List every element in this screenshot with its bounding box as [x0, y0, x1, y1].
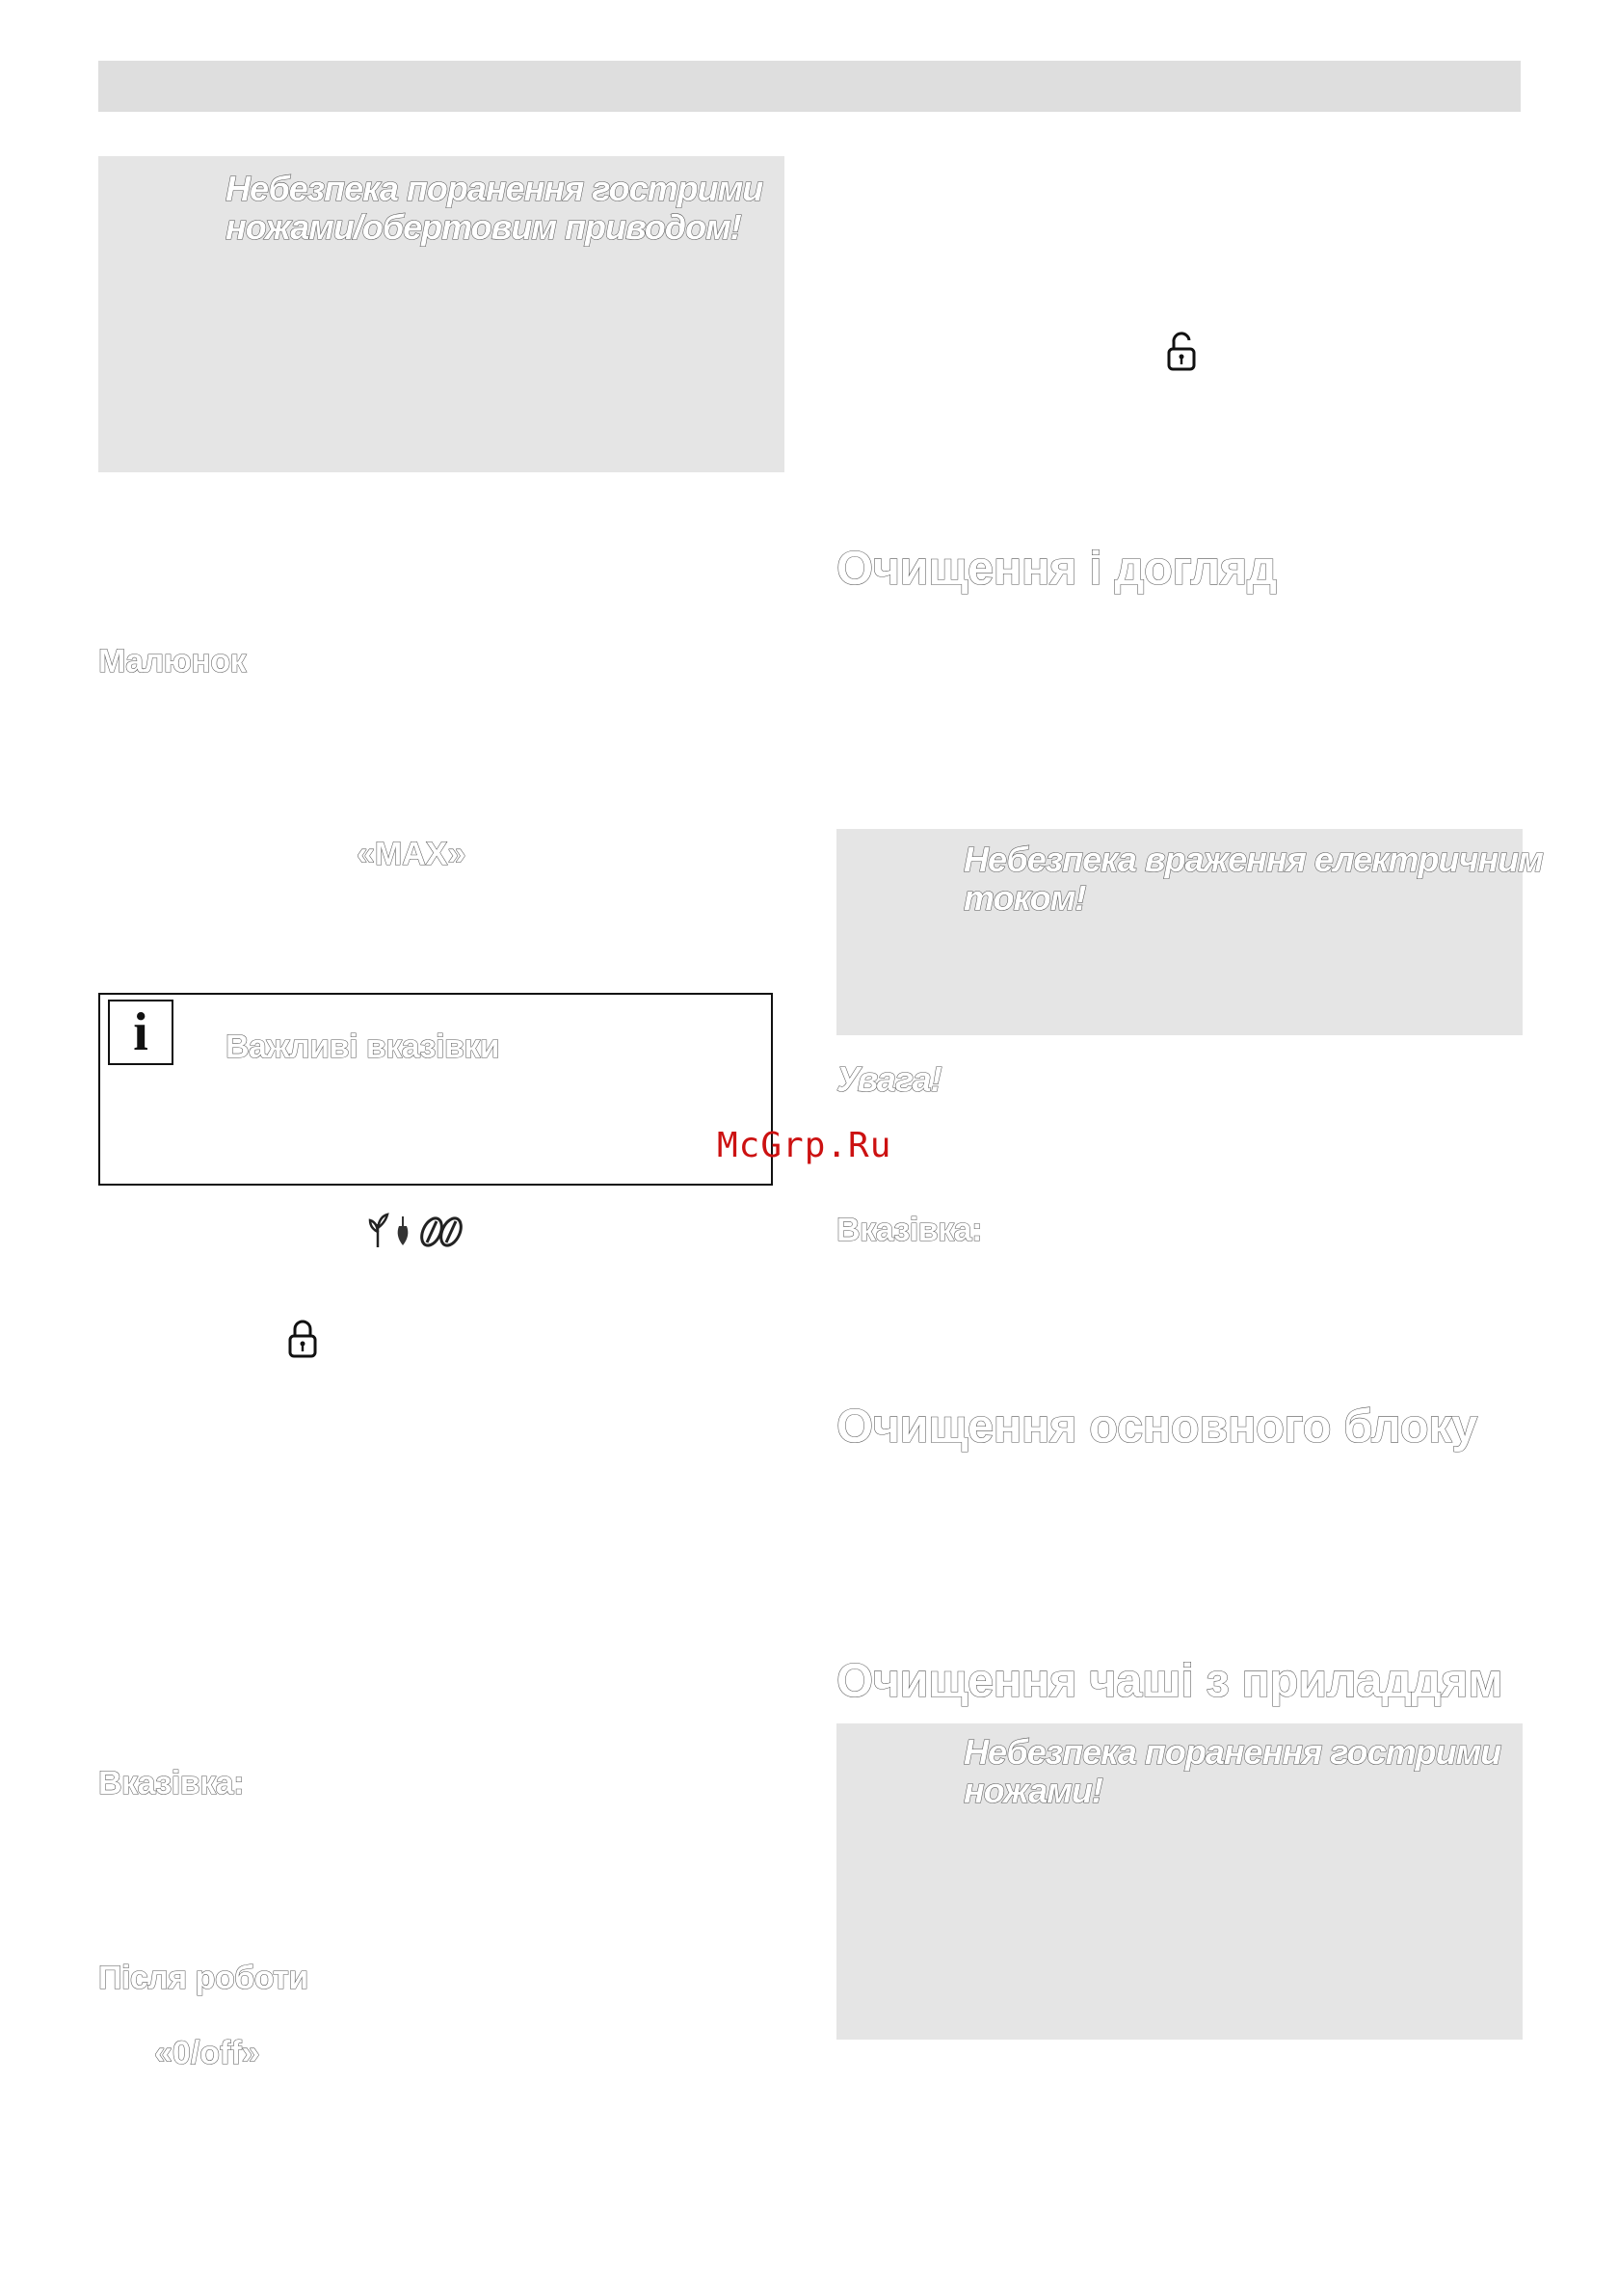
off-label: «0/off» — [154, 2035, 260, 2071]
warning-knives-line2: ножами! — [964, 1771, 1102, 1810]
note-label-left: Вказівка: — [98, 1765, 244, 1802]
onion-icon — [398, 1216, 409, 1245]
max-label: «MAX» — [357, 836, 466, 872]
header-bar — [98, 61, 1521, 112]
bowl-heading: Очищення чаші з приладдям — [836, 1655, 1502, 1707]
watermark: McGrp.Ru — [717, 1126, 892, 1165]
after-work-heading: Після роботи — [98, 1960, 308, 1996]
closed-lock-icon — [287, 1319, 318, 1359]
plant-icon — [370, 1215, 387, 1247]
info-icon: i — [108, 1000, 173, 1065]
warning-electric-line2: током! — [964, 878, 1086, 918]
info-box — [98, 993, 773, 1186]
figure-label: Малюнок — [98, 643, 247, 680]
warning-electric-line1: Небезпека враження електричним — [964, 840, 1543, 879]
attention-label: Увага! — [836, 1059, 942, 1099]
beans-icon — [418, 1215, 465, 1249]
note-label-right: Вказівка: — [836, 1212, 982, 1248]
main-unit-heading: Очищення основного блоку — [836, 1401, 1477, 1453]
warning-title-line2: ножами/обертовим приводом! — [225, 207, 741, 247]
mode-icons — [368, 1211, 468, 1249]
warning-title-line1: Небезпека поранення гострими — [225, 169, 763, 208]
open-lock-icon — [1166, 332, 1197, 372]
info-box-title: Важливі вказівки — [225, 1028, 500, 1065]
cleaning-heading: Очищення і догляд — [836, 543, 1277, 595]
warning-knives-line1: Небезпека поранення гострими — [964, 1732, 1501, 1772]
